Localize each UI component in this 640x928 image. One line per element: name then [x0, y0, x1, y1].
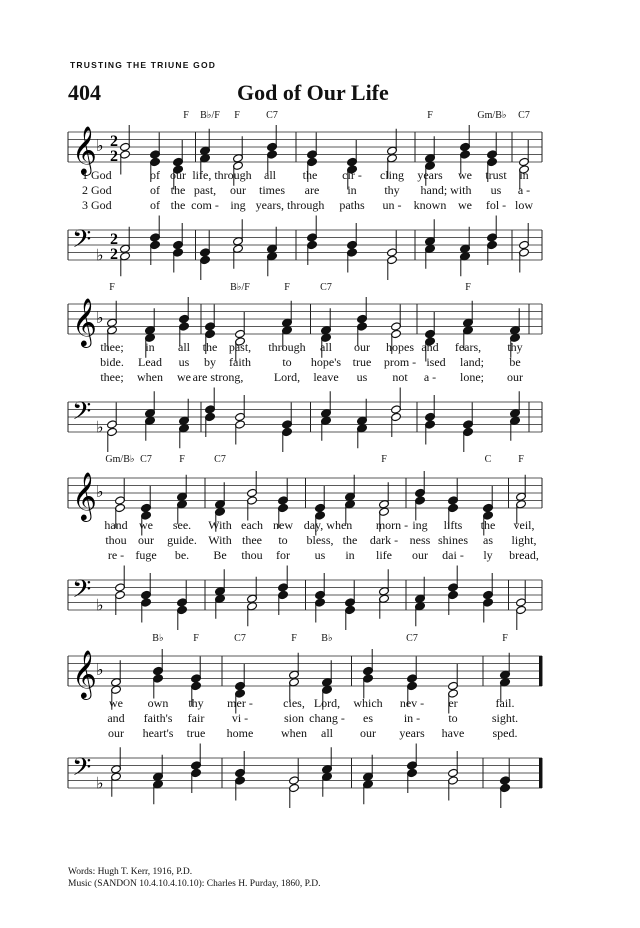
lyric-syllable: of: [150, 183, 160, 197]
lyric-syllable: we: [458, 198, 472, 212]
lyric-syllable: be.: [174, 548, 190, 562]
lyric-syllable: our: [138, 533, 154, 547]
lyric-syllable: faith: [229, 355, 251, 369]
lyric-syllable: the: [170, 198, 186, 212]
treble-clef-icon: 𝄞: [72, 125, 97, 174]
lyrics-system-4: [68, 696, 548, 740]
lyric-syllable: in: [519, 168, 529, 182]
verse-3-line: [68, 370, 548, 384]
lyric-syllable: years: [417, 168, 443, 182]
lyric-syllable: our: [170, 168, 186, 182]
lyric-syllable: are: [304, 183, 320, 197]
chord-symbol: F: [502, 633, 508, 644]
chord-symbol: F: [179, 454, 185, 465]
lyric-syllable: leave: [313, 370, 339, 384]
lyric-syllable: thou: [241, 548, 263, 562]
chord-symbol: F: [193, 633, 199, 644]
verse-2-line: [68, 355, 548, 369]
section-heading: TRUSTING THE TRIUNE GOD: [70, 60, 217, 70]
lyric-syllable: bide.: [100, 355, 124, 369]
hymn-title: God of Our Life: [237, 80, 389, 105]
bass-clef-icon: 𝄢: [72, 397, 92, 432]
lyric-syllable: of: [150, 198, 160, 212]
lyric-syllable: er: [448, 696, 458, 710]
chord-symbol: C7: [234, 633, 246, 644]
lyric-syllable: nev -: [399, 696, 425, 710]
lyric-syllable: all: [178, 340, 190, 354]
lyric-syllable: in -: [403, 711, 421, 725]
lyric-syllable: we: [177, 370, 191, 384]
bass-staff: [68, 394, 548, 454]
key-flat-icon: ♭: [96, 482, 104, 501]
chord-symbol: F: [427, 110, 433, 121]
verse-1-line: [68, 168, 548, 182]
lyric-syllable: a -: [423, 370, 437, 384]
lyric-syllable: With: [208, 533, 232, 547]
lyric-syllable: prom -: [383, 355, 417, 369]
lyric-syllable: the: [170, 183, 186, 197]
lyrics-system-2: [68, 340, 548, 384]
lyric-syllable: thou: [105, 533, 127, 547]
lyric-syllable: dark -: [369, 533, 399, 547]
lyric-syllable: of: [150, 168, 160, 182]
lyric-syllable: when: [137, 370, 163, 384]
lyric-syllable: true: [352, 355, 372, 369]
lyric-syllable: past,: [193, 183, 217, 197]
lyric-syllable: ing: [412, 518, 428, 532]
chord-symbol: C7: [266, 110, 278, 121]
lyric-syllable: past,: [228, 340, 252, 354]
lyric-syllable: in: [145, 340, 155, 354]
lyric-syllable: life, through: [192, 168, 252, 182]
chord-symbol: F: [284, 282, 290, 293]
lyric-syllable: light,: [511, 533, 537, 547]
lyric-syllable: trust: [485, 168, 507, 182]
chord-symbol: Gm/B♭: [105, 454, 135, 465]
bass-staff-lines: [68, 394, 548, 454]
lyric-syllable: and: [421, 340, 439, 354]
lyric-syllable: which: [353, 696, 383, 710]
lyric-syllable: years, through: [255, 198, 325, 212]
lyric-syllable: our: [412, 548, 428, 562]
lyric-syllable: Lord,: [273, 370, 301, 384]
lyric-syllable: shines: [438, 533, 468, 547]
lyric-syllable: our: [354, 340, 370, 354]
lyric-syllable: all: [264, 168, 276, 182]
lyric-syllable: new: [273, 518, 293, 532]
lyric-syllable: for: [276, 548, 290, 562]
lyric-syllable: and: [107, 711, 125, 725]
lyric-syllable: veil,: [513, 518, 535, 532]
lyric-syllable: us: [178, 355, 190, 369]
lyric-syllable: low: [515, 198, 533, 212]
key-flat-icon: ♭: [96, 595, 104, 615]
lyric-syllable: 3 God: [82, 198, 112, 212]
lyric-syllable: bless,: [306, 533, 334, 547]
lyric-syllable: all: [321, 726, 333, 740]
lyric-syllable: hand: [104, 518, 128, 532]
key-flat-icon: ♭: [96, 245, 104, 265]
lyric-syllable: our: [360, 726, 376, 740]
lyric-syllable: all: [320, 340, 332, 354]
chord-symbol: C7: [518, 110, 530, 121]
lyric-syllable: by: [204, 355, 216, 369]
time-signature: 2: [110, 246, 118, 263]
lyric-syllable: the: [302, 168, 318, 182]
chord-symbol: F: [381, 454, 387, 465]
bass-staff: [68, 222, 548, 282]
bass-clef-icon: 𝄢: [72, 753, 92, 788]
lyric-syllable: mer -: [227, 696, 253, 710]
lyric-syllable: Lord,: [313, 696, 341, 710]
lyric-syllable: With: [208, 518, 232, 532]
lyrics-system-3: [68, 518, 548, 562]
lyric-syllable: un -: [382, 198, 402, 212]
lyric-syllable: hopes: [386, 340, 414, 354]
lyric-syllable: lone;: [460, 370, 484, 384]
lyric-syllable: the: [342, 533, 358, 547]
key-flat-icon: ♭: [96, 136, 104, 155]
chord-symbol: F: [183, 110, 189, 121]
lyric-syllable: known: [413, 198, 447, 212]
lyric-syllable: ing: [230, 198, 246, 212]
final-barline: [539, 758, 542, 788]
chord-symbol: F: [109, 282, 115, 293]
bass-staff-lines: [68, 572, 548, 632]
chord-symbol: B♭: [152, 633, 164, 644]
lyric-syllable: cir -: [342, 168, 362, 182]
lyric-syllable: own: [147, 696, 169, 710]
treble-clef-icon: 𝄞: [72, 297, 97, 346]
lyric-syllable: sight.: [491, 711, 519, 725]
lyric-syllable: hand; with: [420, 183, 472, 197]
lyric-syllable: when: [281, 726, 307, 740]
chord-symbol: C7: [320, 282, 332, 293]
lyric-syllable: us: [356, 370, 368, 384]
treble-clef-icon: 𝄞: [72, 471, 97, 520]
lyric-syllable: the: [202, 340, 218, 354]
chord-symbol: Gm/B♭: [477, 110, 507, 121]
verse-2-line: [68, 183, 548, 197]
lyric-syllable: life: [376, 548, 392, 562]
lyric-syllable: times: [259, 183, 285, 197]
lyric-syllable: have: [441, 726, 465, 740]
time-signature: 2: [110, 148, 118, 165]
key-flat-icon: ♭: [96, 417, 104, 437]
time-signature: 2: [110, 231, 118, 248]
lyric-syllable: through: [268, 340, 306, 354]
lyric-syllable: com -: [191, 198, 219, 212]
bass-staff-lines: [68, 750, 548, 810]
chord-symbol: F: [234, 110, 240, 121]
chord-symbol: F: [465, 282, 471, 293]
lyric-syllable: land;: [460, 355, 484, 369]
lyric-syllable: a -: [517, 183, 531, 197]
lyric-syllable: each: [241, 518, 263, 532]
lyric-syllable: thy: [507, 340, 523, 354]
lyric-syllable: dai -: [442, 548, 464, 562]
lyric-syllable: sion: [283, 711, 305, 725]
final-barline: [539, 656, 542, 686]
bass-staff-lines: [68, 222, 548, 282]
lyric-syllable: we: [139, 518, 153, 532]
lyric-syllable: ly: [483, 548, 493, 562]
verse-3-line: [68, 548, 548, 562]
lyric-syllable: faith's: [143, 711, 173, 725]
lyric-syllable: our: [507, 370, 523, 384]
verse-1-line: [68, 518, 548, 532]
lyric-syllable: re -: [107, 548, 125, 562]
chord-symbol: B♭/F: [200, 110, 220, 121]
lyric-syllable: our: [230, 183, 246, 197]
lyric-syllable: not: [392, 370, 408, 384]
lyrics-system-1: [68, 168, 548, 212]
chord-symbol: C7: [406, 633, 418, 644]
lyric-syllable: be: [509, 355, 521, 369]
lyric-syllable: see.: [172, 518, 192, 532]
time-signature: 2: [110, 133, 118, 150]
chord-symbol: C7: [140, 454, 152, 465]
lyric-syllable: fuge: [135, 548, 157, 562]
lyric-syllable: years: [399, 726, 425, 740]
bass-staff: [68, 572, 548, 632]
lyric-syllable: Lead: [138, 355, 162, 369]
lyric-syllable: fail.: [495, 696, 515, 710]
lyric-syllable: we: [458, 168, 472, 182]
chord-symbol: C7: [214, 454, 226, 465]
lyric-syllable: hope's: [310, 355, 342, 369]
verse-1-line: [68, 696, 548, 710]
lyric-syllable: fears,: [454, 340, 482, 354]
credits: [68, 866, 320, 890]
lyric-syllable: to: [448, 711, 458, 725]
lyric-syllable: cies,: [283, 696, 305, 710]
words-credit: Words: Hugh T. Kerr, 1916, P.D.: [68, 867, 193, 877]
lyric-syllable: chang -: [309, 711, 345, 725]
lyric-syllable: true: [186, 726, 206, 740]
lyric-syllable: thee;: [100, 340, 124, 354]
lyric-syllable: es: [363, 711, 373, 725]
lyric-syllable: in: [347, 183, 357, 197]
key-flat-icon: ♭: [96, 773, 104, 793]
lyric-syllable: in: [345, 548, 355, 562]
lyric-syllable: cling: [380, 168, 404, 182]
lyric-syllable: we: [109, 696, 123, 710]
lyric-syllable: vi -: [231, 711, 249, 725]
lyric-syllable: are strong,: [192, 370, 244, 384]
lyric-syllable: ised: [426, 355, 446, 369]
lyric-syllable: our: [108, 726, 124, 740]
lyric-syllable: fol -: [485, 198, 507, 212]
verse-2-line: [68, 711, 548, 725]
lyric-syllable: guide.: [167, 533, 197, 547]
verse-2-line: [68, 533, 548, 547]
lyric-syllable: us: [314, 548, 326, 562]
lyric-syllable: 1 God: [82, 168, 112, 182]
music-credit: Music (SANDON 10.4.10.4.10.10): Charles H. Purday, 1860, P.D.: [68, 879, 321, 889]
lyric-syllable: the: [480, 518, 496, 532]
key-flat-icon: ♭: [96, 308, 104, 327]
lyric-syllable: home: [226, 726, 254, 740]
lyric-syllable: 2 God: [82, 183, 112, 197]
bass-clef-icon: 𝄢: [72, 575, 92, 610]
lyric-syllable: to: [278, 533, 288, 547]
lyric-syllable: fair: [187, 711, 205, 725]
verse-3-line: [68, 726, 548, 740]
lyric-syllable: Be: [213, 548, 227, 562]
lyric-syllable: day, when: [303, 518, 353, 532]
lyric-syllable: thy: [188, 696, 204, 710]
lyric-syllable: as: [483, 533, 493, 547]
chord-symbol: F: [291, 633, 297, 644]
verse-3-line: [68, 198, 548, 212]
lyric-syllable: lifts: [443, 518, 463, 532]
lyric-syllable: thee;: [100, 370, 124, 384]
lyric-syllable: paths: [339, 198, 365, 212]
lyric-syllable: bread,: [509, 548, 539, 562]
lyric-syllable: us: [490, 183, 502, 197]
lyric-syllable: sped.: [492, 726, 518, 740]
lyric-syllable: heart's: [142, 726, 174, 740]
lyric-syllable: ness: [409, 533, 431, 547]
hymn-number: 404: [68, 80, 101, 105]
chord-symbol: F: [518, 454, 524, 465]
treble-clef-icon: 𝄞: [72, 649, 97, 698]
lyric-syllable: to: [282, 355, 292, 369]
chord-symbol: B♭/F: [230, 282, 250, 293]
verse-1-line: [68, 340, 548, 354]
lyric-syllable: thee: [242, 533, 262, 547]
lyric-syllable: morn -: [375, 518, 409, 532]
bass-clef-icon: 𝄢: [72, 225, 92, 260]
key-flat-icon: ♭: [96, 660, 104, 679]
chord-symbol: C: [484, 454, 492, 465]
bass-staff: [68, 750, 548, 810]
chord-symbol: B♭: [321, 633, 333, 644]
lyric-syllable: thy: [384, 183, 400, 197]
